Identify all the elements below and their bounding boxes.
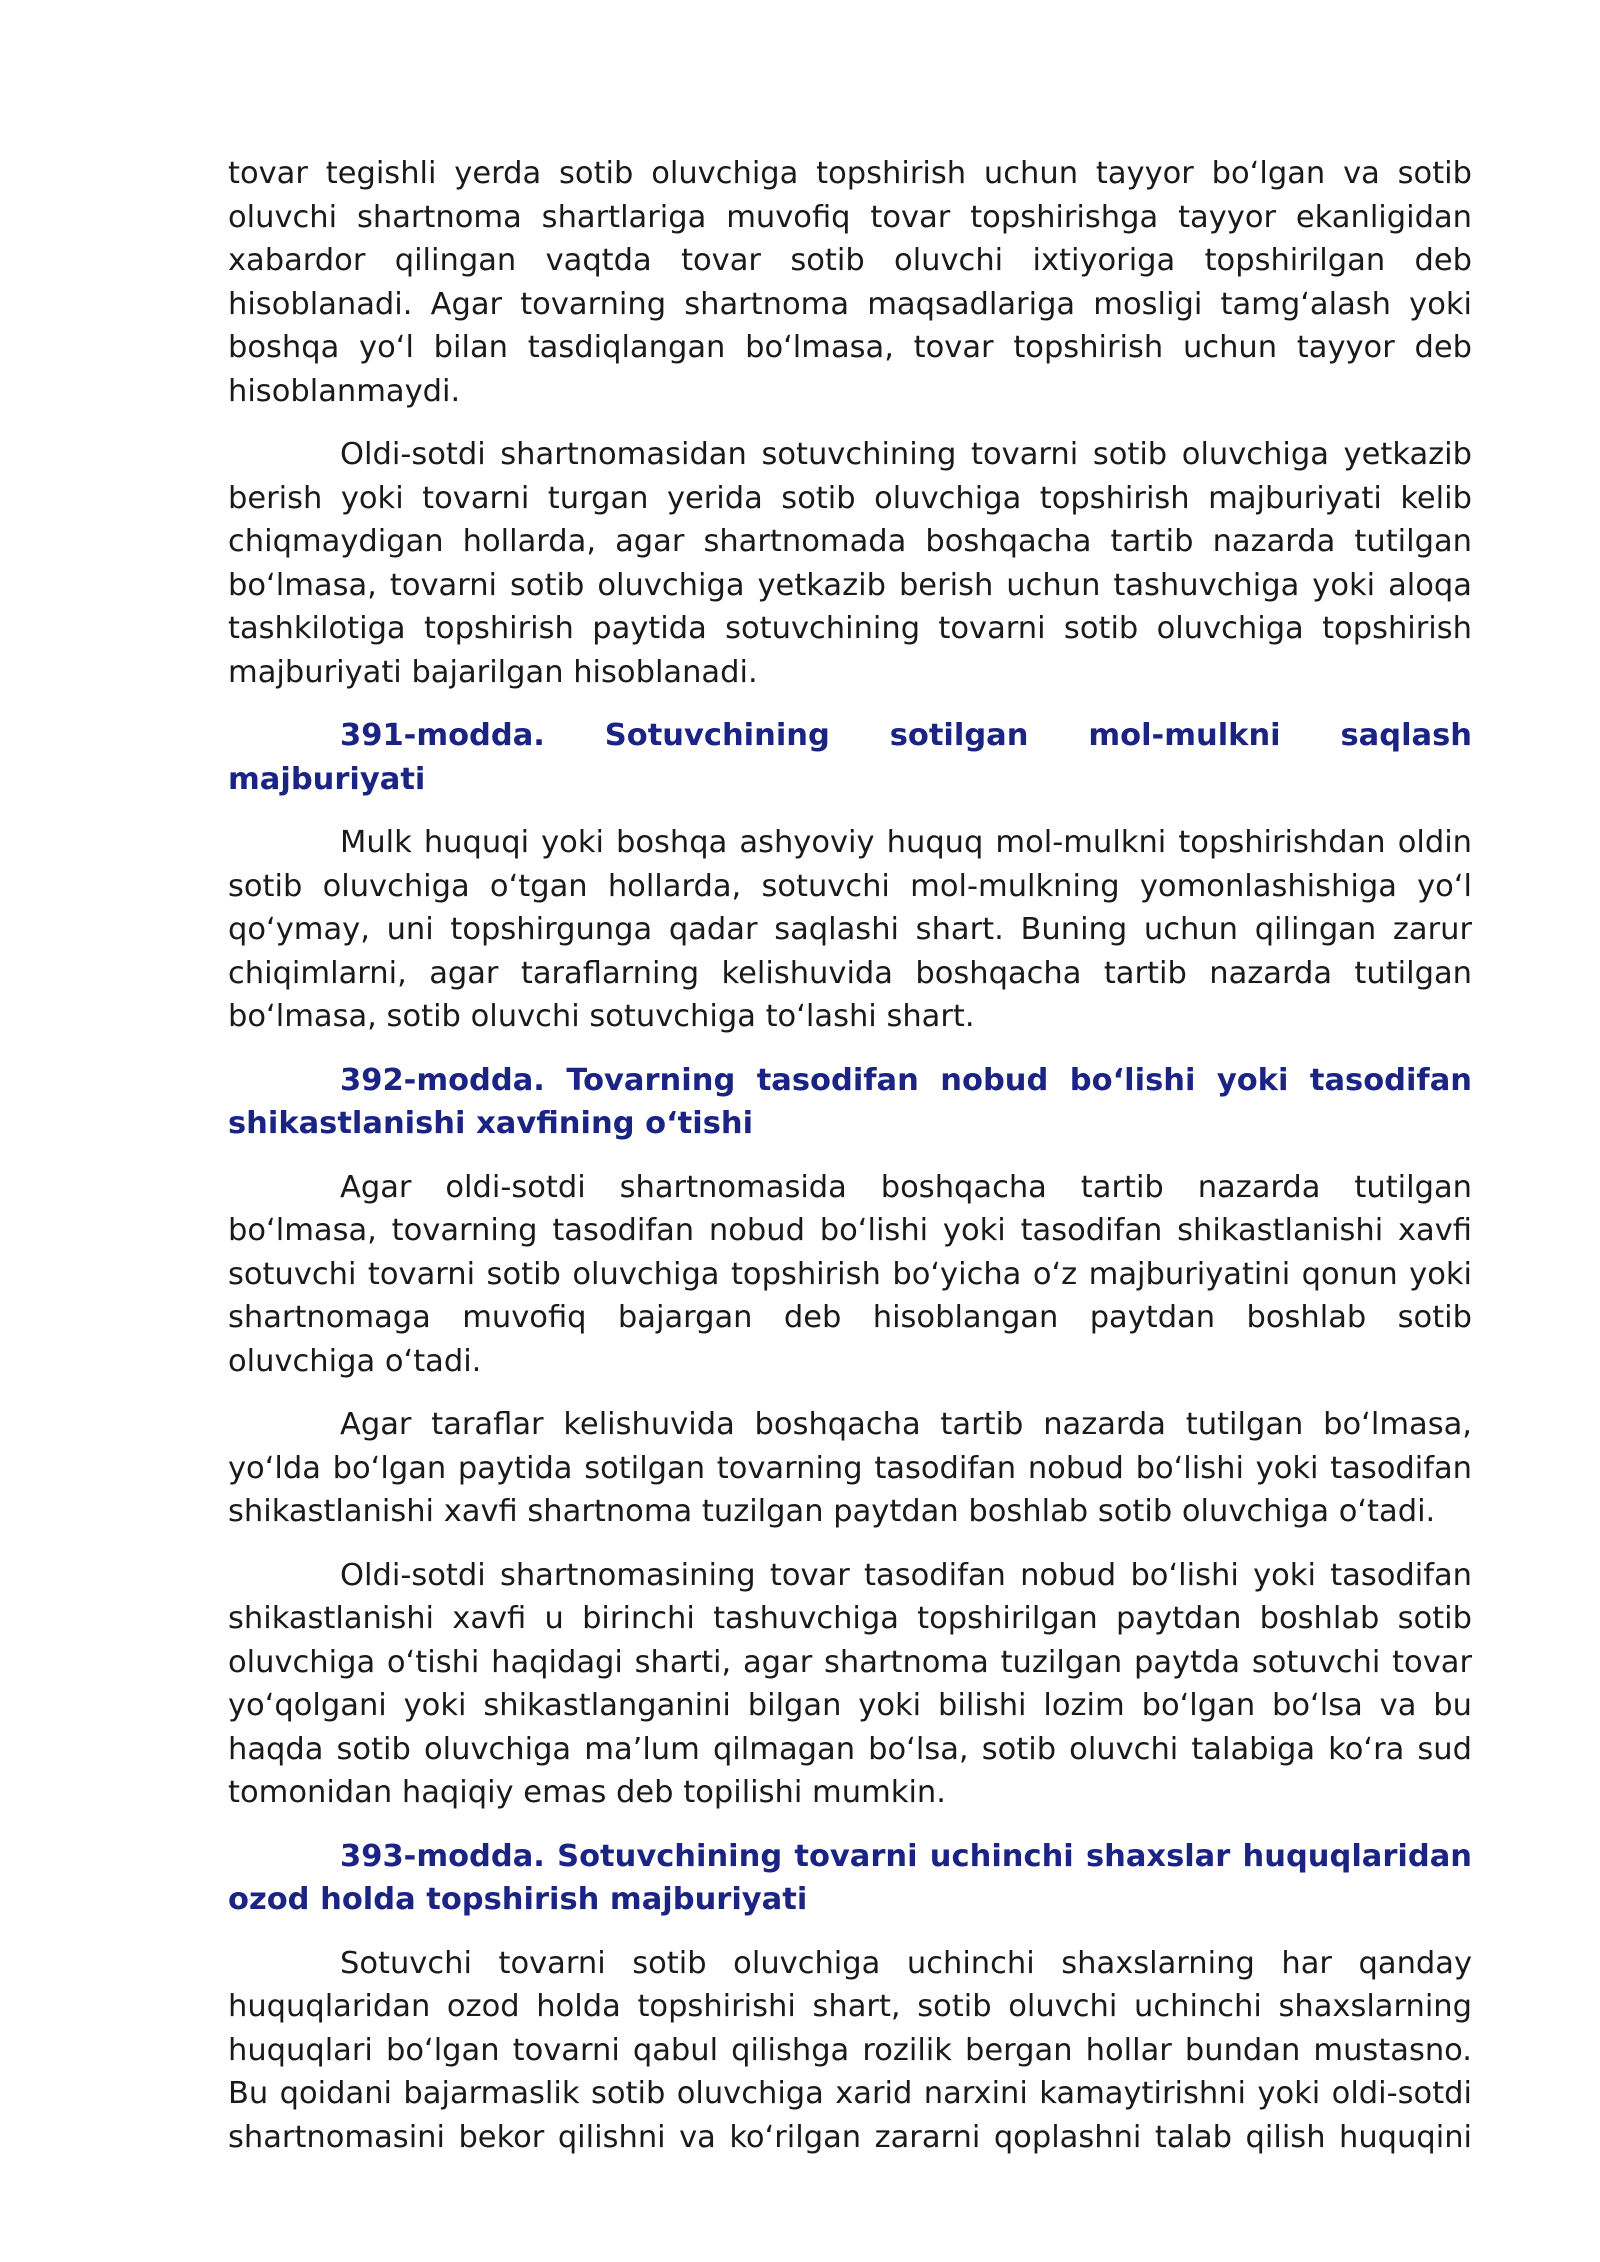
article-heading-392: 392-modda. Tovarning tasodifan nobud bo‘lishi yoki tasodifan shikastlanishi xavfining o‘tishi xyxy=(228,1062,1472,1141)
document-page xyxy=(228,152,1472,2159)
paragraph: Oldi-sotdi shartnomasining tovar tasodifan nobud bo‘lishi yoki tasodifan shikastlanishi xavfi u birinchi tashuvchiga topshirilgan paytdan boshlab sotib oluvchiga o‘tishi haqidagi sharti, agar shartnoma tuzilgan paytda sotuvchi tovar yo‘qolgani yoki shikastlanganini bilgan yoki bilishi lozim bo‘lgan bo‘lsa va bu haqda sotib oluvchiga ma’lum qilmagan bo‘lsa, sotib oluvchi talabiga ko‘ra sud tomonidan haqiqiy emas deb topilishi mumkin. xyxy=(228,1557,1472,1810)
paragraph: Mulk huquqi yoki boshqa ashyoviy huquq mol-mulkni topshirishdan oldin sotib oluvchiga o‘tgan hollarda, sotuvchi mol-mulkning yomonlashishiga yo‘l qo‘ymay, uni topshirgunga qadar saqlashi shart. Buning uchun qilingan zarur chiqimlarni, agar taraflarning kelishuvida boshqacha tartib nazarda tutilgan bo‘lmasa, sotib oluvchi sotuvchiga to‘lashi shart. xyxy=(228,825,1472,1034)
paragraph: Sotuvchi tovarni sotib oluvchiga uchinchi shaxslarning har qanday huquqlaridan ozod holda topshirishi shart, sotib oluvchi uchinchi shaxslarning huquqlari bo‘lgan tovarni qabul qilishga rozilik bergan hollar bundan mustasno. Bu qoidani bajarmaslik sotib oluvchiga xarid narxini kamaytirishni yoki oldi-sotdi shartnomasini bekor qilishni va ko‘rilgan zararni qoplashni talab qilish huquqini xyxy=(228,1945,1472,2155)
paragraph: Agar oldi-sotdi shartnomasida boshqacha tartib nazarda tutilgan bo‘lmasa, tovarning tasodifan nobud bo‘lishi yoki tasodifan shikastlanishi xavfi sotuvchi tovarni sotib oluvchiga topshirish bo‘yicha o‘z majburiyatini qonun yoki shartnomaga muvofiq bajargan deb hisoblangan paytdan boshlab sotib oluvchiga o‘tadi. xyxy=(228,1169,1472,1379)
paragraph: tovar tegishli yerda sotib oluvchiga topshirish uchun tayyor bo‘lgan va sotib oluvchi shartnoma shartlariga muvofiq tovar topshirishga tayyor ekanligidan xabardor qilingan vaqtda tovar sotib oluvchi ixtiyoriga topshirilgan deb hisoblanadi. Agar tovarning shartnoma maqsadlariga mosligi tamg‘alash yoki boshqa yo‘l bilan tasdiqlangan bo‘lmasa, tovar topshirish uchun tayyor deb hisoblanmaydi. xyxy=(228,156,1472,409)
paragraph: Oldi-sotdi shartnomasidan sotuvchining tovarni sotib oluvchiga yetkazib berish yoki tovarni turgan yerida sotib oluvchiga topshirish majburiyati kelib chiqmaydigan hollarda, agar shartnomada boshqacha tartib nazarda tutilgan bo‘lmasa, tovarni sotib oluvchiga yetkazib berish uchun tashuvchiga yoki aloqa tashkilotiga topshirish paytida sotuvchining tovarni sotib oluvchiga topshirish majburiyati bajarilgan hisoblanadi. xyxy=(228,437,1472,690)
article-heading-391: 391-modda. Sotuvchining sotilgan mol-mulkni saqlash majburiyati xyxy=(228,718,1472,797)
article-heading-393: 393-modda. Sotuvchining tovarni uchinchi shaxslar huquqlaridan ozod holda topshirish majburiyati xyxy=(228,1838,1472,1917)
paragraph: Agar taraflar kelishuvida boshqacha tartib nazarda tutilgan bo‘lmasa, yo‘lda bo‘lgan paytida sotilgan tovarning tasodifan nobud bo‘lishi yoki tasodifan shikastlanishi xavfi shartnoma tuzilgan paytdan boshlab sotib oluvchiga o‘tadi. xyxy=(228,1407,1472,1529)
